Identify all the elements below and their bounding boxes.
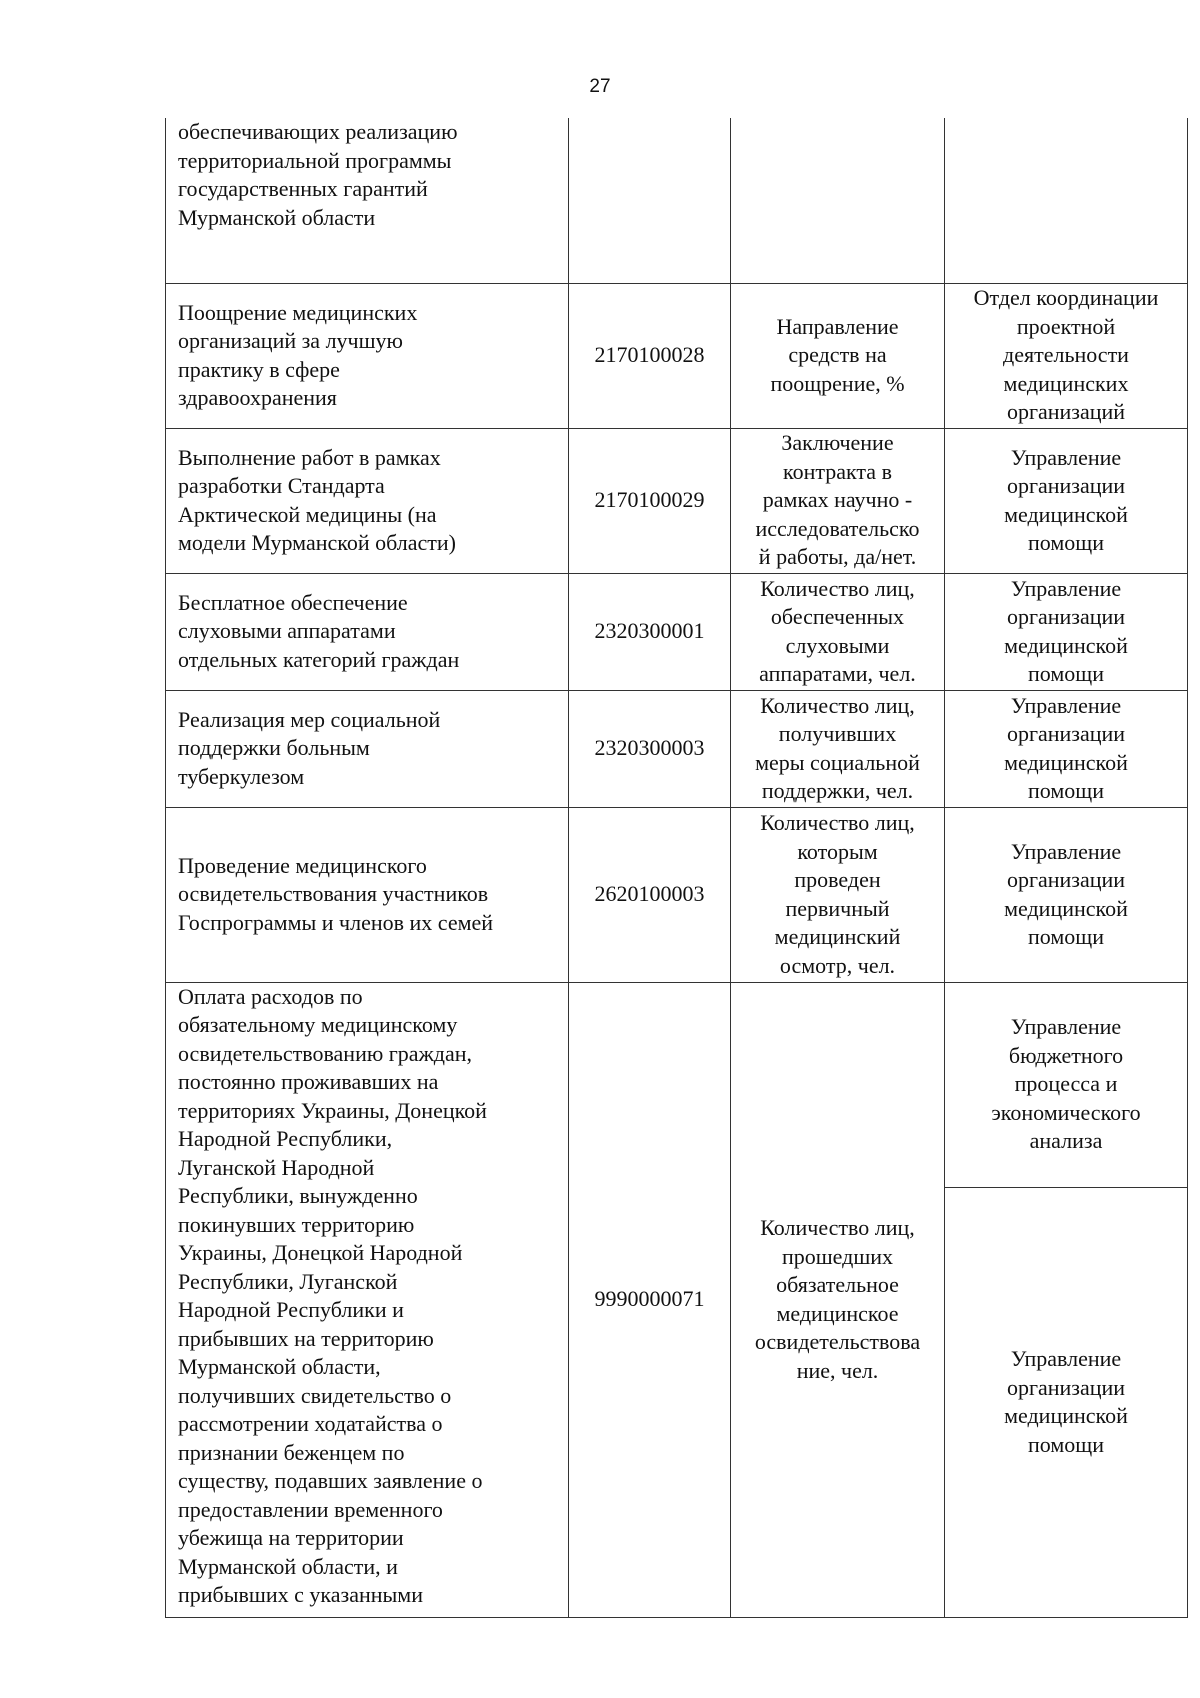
indicator: Количество лиц, которым проведен первичный медицинский осмотр, чел. <box>760 810 915 978</box>
table-row <box>166 118 1188 283</box>
responsible-cell <box>945 982 1188 1187</box>
measure-name-cell <box>166 573 569 690</box>
responsible: Управление организации медицинской помощи <box>1004 838 1128 949</box>
measure-name: Реализация мер социальной поддержки больным туберкулезом <box>178 706 441 789</box>
responsible: Управление организации медицинской помощи <box>1004 444 1128 555</box>
table-row <box>166 982 1188 1187</box>
responsible: Управление бюджетного процесса и экономического анализа <box>991 1014 1141 1154</box>
measure-name: Выполнение работ в рамках разработки Стандарта Арктической медицины (на модели Мурманской области) <box>178 444 456 555</box>
indicator-cell <box>731 690 945 807</box>
indicator-cell <box>731 982 945 1617</box>
measure-name: Бесплатное обеспечение слуховыми аппаратами отдельных категорий граждан <box>178 589 460 672</box>
measure-name: Оплата расходов по обязательному медицинскому освидетельствованию граждан, постоянно проживавших на территориях Украины, Донецкой Народной Республики, Луганской Народной Республики, вынужденно покинувших территорию Украины, Донецкой Народной Республики, Луганской Народной Республики и прибывших на территорию Мурманской области, получивших свидетельство о рассмотрении ходатайства о признании беженцем по существу, подавших заявление о предоставлении временного убежища на территории Мурманской области, и прибывших с указанными <box>178 983 487 1607</box>
code-cell <box>569 690 731 807</box>
indicator-cell <box>731 428 945 573</box>
responsible-cell <box>945 690 1188 807</box>
measure-name-cell <box>166 428 569 573</box>
responsible: Управление организации медицинской помощи <box>1004 575 1128 686</box>
responsible-cell <box>945 283 1188 428</box>
table-row <box>166 807 1188 982</box>
table-row <box>166 283 1188 428</box>
indicator-cell <box>731 118 945 283</box>
table-row <box>166 573 1188 690</box>
responsible: Отдел координации проектной деятельности медицинских организаций <box>973 285 1159 425</box>
code: 2320300003 <box>594 735 705 761</box>
table-row <box>166 428 1188 573</box>
code-cell <box>569 982 731 1617</box>
indicator-cell <box>731 573 945 690</box>
measure-name-cell <box>166 690 569 807</box>
indicator: Количество лиц, обеспеченных слуховыми аппаратами, чел. <box>759 575 916 686</box>
code-cell <box>569 807 731 982</box>
responsible: Управление организации медицинской помощи <box>1004 1346 1128 1457</box>
measure-name-cell <box>166 283 569 428</box>
responsible-cell <box>945 807 1188 982</box>
indicator: Заключение контракта в рамках научно - исследовательско й работы, да/нет. <box>755 430 920 570</box>
table-row <box>166 690 1188 807</box>
code: 2170100028 <box>594 342 705 368</box>
code: 2320300001 <box>594 618 705 644</box>
code-cell <box>569 283 731 428</box>
responsible-cell <box>945 1187 1188 1617</box>
responsible: Управление организации медицинской помощи <box>1004 692 1128 803</box>
indicator-cell <box>731 807 945 982</box>
measure-name-cell <box>166 807 569 982</box>
code-cell <box>569 118 731 283</box>
responsible-cell <box>945 428 1188 573</box>
responsible-cell <box>945 118 1188 283</box>
responsible-cell <box>945 573 1188 690</box>
indicator-cell <box>731 283 945 428</box>
indicator: Направление средств на поощрение, % <box>770 313 905 396</box>
measures-table <box>165 118 1188 1618</box>
indicator: Количество лиц, получивших меры социальной поддержки, чел. <box>755 692 920 803</box>
code: 9990000071 <box>594 1286 705 1312</box>
indicator: Количество лиц, прошедших обязательное медицинское освидетельствова ние, чел. <box>754 1215 921 1383</box>
measure-name: Поощрение медицинских организаций за лучшую практику в сфере здравоохранения <box>178 299 418 410</box>
measure-name: Проведение медицинского освидетельствования участников Госпрограммы и членов их семей <box>178 852 494 935</box>
measure-name-cell <box>166 118 569 283</box>
code-cell <box>569 573 731 690</box>
measure-name-cell <box>166 982 569 1617</box>
code: 2170100029 <box>594 487 705 513</box>
code: 2620100003 <box>594 881 705 907</box>
code-cell <box>569 428 731 573</box>
measure-name: обеспечивающих реализацию территориальной программы государственных гарантий Мурманской области <box>178 119 458 230</box>
page-number: 27 <box>589 76 611 97</box>
